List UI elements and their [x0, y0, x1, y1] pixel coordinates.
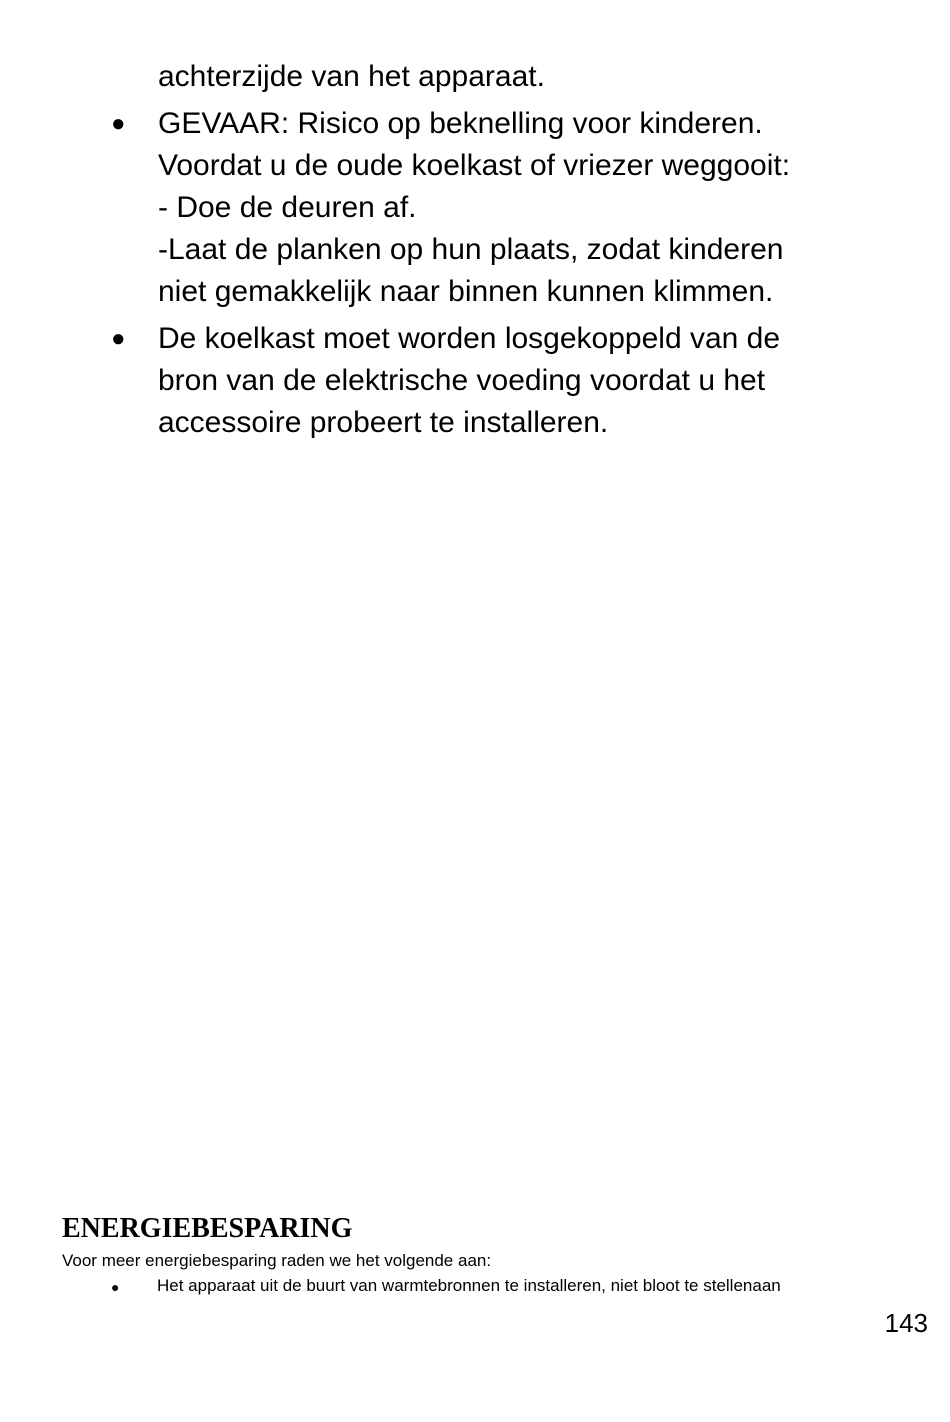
bullet-line: - Doe de deuren af. [158, 191, 417, 224]
bullet-line: accessoire probeert te installeren. [158, 406, 609, 439]
bullet-item-disconnect [111, 318, 898, 444]
continuation-line: achterzijde van het apparaat. [158, 60, 545, 93]
bullet-line: De koelkast moet worden losgekoppeld van de [158, 322, 781, 355]
bullet-line: bron van de elektrische voeding voordat u het [158, 364, 766, 397]
page-number: 143 [884, 1308, 928, 1338]
bullet-icon: ● [111, 110, 126, 137]
bullet-item-danger [111, 103, 898, 313]
bullet-icon: ● [111, 325, 126, 352]
section-heading: ENERGIEBESPARING [62, 1213, 353, 1244]
bullet-line: -Laat de planken op hun plaats, zodat kinderen [158, 233, 784, 266]
bullet-icon: ● [111, 1279, 120, 1295]
section-intro: Voor meer energiebesparing raden we het volgende aan: [62, 1251, 492, 1270]
bullet-line: Voordat u de oude koelkast of vriezer weggooit: [158, 149, 791, 182]
bullet-line: niet gemakkelijk naar binnen kunnen klimmen. [158, 275, 774, 308]
energy-tip-item: Het apparaat uit de buurt van warmtebronnen te installeren, niet bloot te stellenaan [157, 1276, 781, 1295]
bullet-line: GEVAAR: Risico op beknelling voor kinderen. [158, 107, 763, 140]
main-text-block [111, 56, 898, 444]
